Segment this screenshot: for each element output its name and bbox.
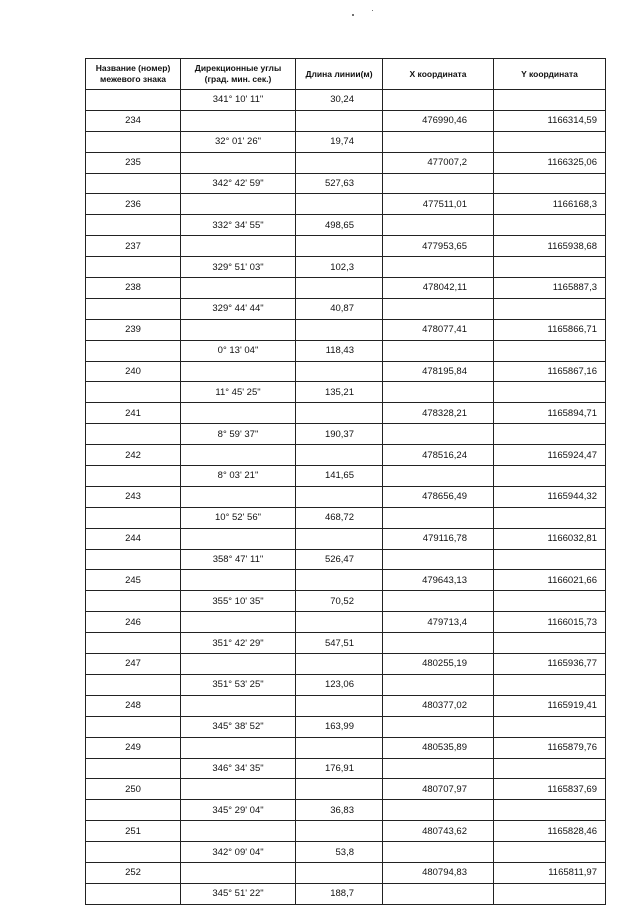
x-coordinate-cell: [383, 90, 494, 111]
direction-angle-cell: 332° 34' 55": [181, 215, 296, 236]
x-coordinate-cell: 477007,2: [383, 152, 494, 173]
direction-angle-cell: [181, 737, 296, 758]
x-coordinate-cell: 476990,46: [383, 110, 494, 131]
line-length-cell: [296, 445, 383, 466]
line-length-cell: 19,74: [296, 131, 383, 152]
header-direction-angle: Дирекционные углы (град. мин. сек.): [181, 59, 296, 90]
line-length-cell: [296, 278, 383, 299]
y-coordinate-cell: [494, 883, 606, 904]
line-length-cell: [296, 403, 383, 424]
y-coordinate-cell: 1166021,66: [494, 570, 606, 591]
y-coordinate-cell: 1165944,32: [494, 486, 606, 507]
y-coordinate-cell: 1165879,76: [494, 737, 606, 758]
mark-name-cell: [86, 340, 181, 361]
line-length-cell: 53,8: [296, 842, 383, 863]
mark-name-cell: 251: [86, 821, 181, 842]
line-length-cell: 135,21: [296, 382, 383, 403]
line-length-cell: [296, 737, 383, 758]
mark-row: [86, 278, 606, 299]
y-coordinate-cell: [494, 466, 606, 487]
y-coordinate-cell: 1165867,16: [494, 361, 606, 382]
x-coordinate-cell: [383, 633, 494, 654]
direction-angle-cell: [181, 612, 296, 633]
x-coordinate-cell: [383, 298, 494, 319]
direction-angle-cell: [181, 278, 296, 299]
x-coordinate-cell: [383, 883, 494, 904]
line-length-cell: 40,87: [296, 298, 383, 319]
x-coordinate-cell: 480535,89: [383, 737, 494, 758]
y-coordinate-cell: [494, 800, 606, 821]
x-coordinate-cell: [383, 131, 494, 152]
mark-row: [86, 570, 606, 591]
x-coordinate-cell: 477953,65: [383, 236, 494, 257]
x-coordinate-cell: 480377,02: [383, 695, 494, 716]
y-coordinate-cell: 1166314,59: [494, 110, 606, 131]
line-length-cell: 188,7: [296, 883, 383, 904]
line-length-cell: 190,37: [296, 424, 383, 445]
mark-row: [86, 319, 606, 340]
x-coordinate-cell: 479116,78: [383, 528, 494, 549]
mark-row: [86, 737, 606, 758]
line-length-cell: 468,72: [296, 507, 383, 528]
line-length-cell: 36,83: [296, 800, 383, 821]
line-length-cell: 102,3: [296, 257, 383, 278]
segment-row: [86, 382, 606, 403]
line-length-cell: [296, 194, 383, 215]
line-length-cell: 547,51: [296, 633, 383, 654]
mark-name-cell: 252: [86, 862, 181, 883]
direction-angle-cell: 32° 01' 26": [181, 131, 296, 152]
direction-angle-cell: [181, 361, 296, 382]
mark-name-cell: 247: [86, 654, 181, 675]
header-y-coordinate: Y координата: [494, 59, 606, 90]
line-length-cell: [296, 528, 383, 549]
line-length-cell: 498,65: [296, 215, 383, 236]
segment-row: [86, 173, 606, 194]
x-coordinate-cell: 478516,24: [383, 445, 494, 466]
direction-angle-cell: 342° 42' 59": [181, 173, 296, 194]
mark-name-cell: 246: [86, 612, 181, 633]
line-length-cell: [296, 361, 383, 382]
mark-name-cell: [86, 424, 181, 445]
mark-name-cell: [86, 800, 181, 821]
header-x-coordinate: X координата: [383, 59, 494, 90]
line-length-cell: [296, 695, 383, 716]
mark-name-cell: 241: [86, 403, 181, 424]
y-coordinate-cell: [494, 298, 606, 319]
y-coordinate-cell: [494, 173, 606, 194]
mark-name-cell: [86, 716, 181, 737]
mark-name-cell: [86, 674, 181, 695]
segment-row: [86, 549, 606, 570]
mark-name-cell: 249: [86, 737, 181, 758]
segment-row: [86, 842, 606, 863]
y-coordinate-cell: [494, 591, 606, 612]
x-coordinate-cell: 478328,21: [383, 403, 494, 424]
segment-row: [86, 424, 606, 445]
mark-name-cell: [86, 257, 181, 278]
x-coordinate-cell: 478656,49: [383, 486, 494, 507]
mark-name-cell: [86, 382, 181, 403]
y-coordinate-cell: 1165837,69: [494, 779, 606, 800]
x-coordinate-cell: [383, 340, 494, 361]
x-coordinate-cell: [383, 591, 494, 612]
direction-angle-cell: 8° 03' 21": [181, 466, 296, 487]
mark-name-cell: [86, 549, 181, 570]
x-coordinate-cell: [383, 800, 494, 821]
y-coordinate-cell: [494, 549, 606, 570]
direction-angle-cell: [181, 152, 296, 173]
mark-row: [86, 862, 606, 883]
y-coordinate-cell: 1166032,81: [494, 528, 606, 549]
mark-row: [86, 152, 606, 173]
mark-row: [86, 486, 606, 507]
y-coordinate-cell: [494, 131, 606, 152]
direction-angle-cell: 351° 53' 25": [181, 674, 296, 695]
segment-row: [86, 466, 606, 487]
direction-angle-cell: [181, 570, 296, 591]
mark-name-cell: 250: [86, 779, 181, 800]
segment-row: [86, 633, 606, 654]
direction-angle-cell: [181, 403, 296, 424]
line-length-cell: [296, 779, 383, 800]
mark-name-cell: [86, 758, 181, 779]
mark-name-cell: [86, 507, 181, 528]
direction-angle-cell: 10° 52' 56": [181, 507, 296, 528]
mark-row: [86, 403, 606, 424]
mark-row: [86, 612, 606, 633]
mark-row: [86, 445, 606, 466]
mark-row: [86, 110, 606, 131]
x-coordinate-cell: 478077,41: [383, 319, 494, 340]
mark-row: [86, 528, 606, 549]
mark-name-cell: 239: [86, 319, 181, 340]
x-coordinate-cell: 480707,97: [383, 779, 494, 800]
x-coordinate-cell: [383, 842, 494, 863]
line-length-cell: 176,91: [296, 758, 383, 779]
direction-angle-cell: 355° 10' 35": [181, 591, 296, 612]
y-coordinate-cell: 1165919,41: [494, 695, 606, 716]
segment-row: [86, 131, 606, 152]
y-coordinate-cell: [494, 842, 606, 863]
direction-angle-cell: 329° 44' 44": [181, 298, 296, 319]
direction-angle-cell: 345° 38' 52": [181, 716, 296, 737]
mark-name-cell: [86, 215, 181, 236]
line-length-cell: 118,43: [296, 340, 383, 361]
y-coordinate-cell: [494, 215, 606, 236]
mark-name-cell: [86, 591, 181, 612]
segment-row: [86, 758, 606, 779]
mark-name-cell: [86, 298, 181, 319]
direction-angle-cell: 341° 10' 11": [181, 90, 296, 111]
direction-angle-cell: [181, 110, 296, 131]
direction-angle-cell: 11° 45' 25": [181, 382, 296, 403]
line-length-cell: 30,24: [296, 90, 383, 111]
mark-name-cell: 248: [86, 695, 181, 716]
x-coordinate-cell: [383, 424, 494, 445]
line-length-cell: [296, 236, 383, 257]
x-coordinate-cell: 480255,19: [383, 654, 494, 675]
mark-name-cell: [86, 842, 181, 863]
segment-row: [86, 340, 606, 361]
x-coordinate-cell: 480794,83: [383, 862, 494, 883]
x-coordinate-cell: 478042,11: [383, 278, 494, 299]
x-coordinate-cell: [383, 215, 494, 236]
y-coordinate-cell: [494, 424, 606, 445]
mark-row: [86, 695, 606, 716]
line-length-cell: [296, 110, 383, 131]
y-coordinate-cell: 1165938,68: [494, 236, 606, 257]
mark-name-cell: [86, 90, 181, 111]
direction-angle-cell: 329° 51' 03": [181, 257, 296, 278]
line-length-cell: 123,06: [296, 674, 383, 695]
line-length-cell: [296, 152, 383, 173]
y-coordinate-cell: 1165828,46: [494, 821, 606, 842]
y-coordinate-cell: 1165887,3: [494, 278, 606, 299]
direction-angle-cell: [181, 695, 296, 716]
header-mark-name: Название (номер) межевого знака: [86, 59, 181, 90]
direction-angle-cell: [181, 779, 296, 800]
line-length-cell: [296, 654, 383, 675]
y-coordinate-cell: 1165924,47: [494, 445, 606, 466]
x-coordinate-cell: 479713,4: [383, 612, 494, 633]
x-coordinate-cell: [383, 716, 494, 737]
segment-row: [86, 215, 606, 236]
direction-angle-cell: 0° 13' 04": [181, 340, 296, 361]
y-coordinate-cell: [494, 507, 606, 528]
segment-row: [86, 507, 606, 528]
mark-row: [86, 654, 606, 675]
y-coordinate-cell: [494, 716, 606, 737]
segment-row: [86, 90, 606, 111]
y-coordinate-cell: 1166168,3: [494, 194, 606, 215]
x-coordinate-cell: [383, 549, 494, 570]
x-coordinate-cell: 478195,84: [383, 361, 494, 382]
direction-angle-cell: [181, 445, 296, 466]
scan-speck: [352, 14, 354, 16]
direction-angle-cell: [181, 654, 296, 675]
segment-row: [86, 298, 606, 319]
y-coordinate-cell: 1165866,71: [494, 319, 606, 340]
mark-row: [86, 194, 606, 215]
line-length-cell: 70,52: [296, 591, 383, 612]
direction-angle-cell: [181, 194, 296, 215]
y-coordinate-cell: [494, 340, 606, 361]
mark-row: [86, 236, 606, 257]
y-coordinate-cell: [494, 382, 606, 403]
direction-angle-cell: 346° 34' 35": [181, 758, 296, 779]
mark-row: [86, 821, 606, 842]
mark-name-cell: [86, 131, 181, 152]
mark-name-cell: [86, 173, 181, 194]
x-coordinate-cell: [383, 674, 494, 695]
x-coordinate-cell: [383, 758, 494, 779]
segment-row: [86, 257, 606, 278]
segment-row: [86, 716, 606, 737]
mark-row: [86, 361, 606, 382]
direction-angle-cell: 351° 42' 29": [181, 633, 296, 654]
line-length-cell: [296, 319, 383, 340]
mark-name-cell: 234: [86, 110, 181, 131]
direction-angle-cell: 8° 59' 37": [181, 424, 296, 445]
x-coordinate-cell: 479643,13: [383, 570, 494, 591]
x-coordinate-cell: [383, 507, 494, 528]
x-coordinate-cell: 480743,62: [383, 821, 494, 842]
segment-row: [86, 591, 606, 612]
segment-row: [86, 800, 606, 821]
mark-name-cell: 243: [86, 486, 181, 507]
header-line-length: Длина линии(м): [296, 59, 383, 90]
table-body: [86, 90, 606, 905]
line-length-cell: 163,99: [296, 716, 383, 737]
y-coordinate-cell: 1165936,77: [494, 654, 606, 675]
y-coordinate-cell: 1166015,73: [494, 612, 606, 633]
direction-angle-cell: [181, 319, 296, 340]
scan-speck: [372, 10, 373, 11]
mark-name-cell: 236: [86, 194, 181, 215]
mark-name-cell: 240: [86, 361, 181, 382]
table-header-row: [86, 59, 606, 90]
direction-angle-cell: 345° 29' 04": [181, 800, 296, 821]
x-coordinate-cell: [383, 382, 494, 403]
line-length-cell: 526,47: [296, 549, 383, 570]
mark-name-cell: 238: [86, 278, 181, 299]
y-coordinate-cell: 1165811,97: [494, 862, 606, 883]
mark-row: [86, 779, 606, 800]
line-length-cell: 527,63: [296, 173, 383, 194]
line-length-cell: [296, 612, 383, 633]
mark-name-cell: 245: [86, 570, 181, 591]
mark-name-cell: [86, 633, 181, 654]
line-length-cell: [296, 862, 383, 883]
direction-angle-cell: [181, 821, 296, 842]
y-coordinate-cell: [494, 674, 606, 695]
x-coordinate-cell: [383, 466, 494, 487]
y-coordinate-cell: [494, 633, 606, 654]
line-length-cell: [296, 570, 383, 591]
segment-row: [86, 674, 606, 695]
x-coordinate-cell: [383, 257, 494, 278]
y-coordinate-cell: [494, 90, 606, 111]
y-coordinate-cell: 1166325,06: [494, 152, 606, 173]
direction-angle-cell: [181, 528, 296, 549]
x-coordinate-cell: 477511,01: [383, 194, 494, 215]
mark-name-cell: 235: [86, 152, 181, 173]
direction-angle-cell: 358° 47' 11": [181, 549, 296, 570]
y-coordinate-cell: [494, 758, 606, 779]
direction-angle-cell: [181, 486, 296, 507]
y-coordinate-cell: [494, 257, 606, 278]
direction-angle-cell: [181, 236, 296, 257]
segment-row: [86, 883, 606, 904]
line-length-cell: 141,65: [296, 466, 383, 487]
mark-name-cell: 242: [86, 445, 181, 466]
boundary-marks-table: [85, 58, 606, 905]
y-coordinate-cell: 1165894,71: [494, 403, 606, 424]
line-length-cell: [296, 486, 383, 507]
line-length-cell: [296, 821, 383, 842]
mark-name-cell: [86, 466, 181, 487]
direction-angle-cell: 345° 51' 22": [181, 883, 296, 904]
mark-name-cell: 237: [86, 236, 181, 257]
direction-angle-cell: [181, 862, 296, 883]
x-coordinate-cell: [383, 173, 494, 194]
mark-name-cell: [86, 883, 181, 904]
direction-angle-cell: 342° 09' 04": [181, 842, 296, 863]
mark-name-cell: 244: [86, 528, 181, 549]
